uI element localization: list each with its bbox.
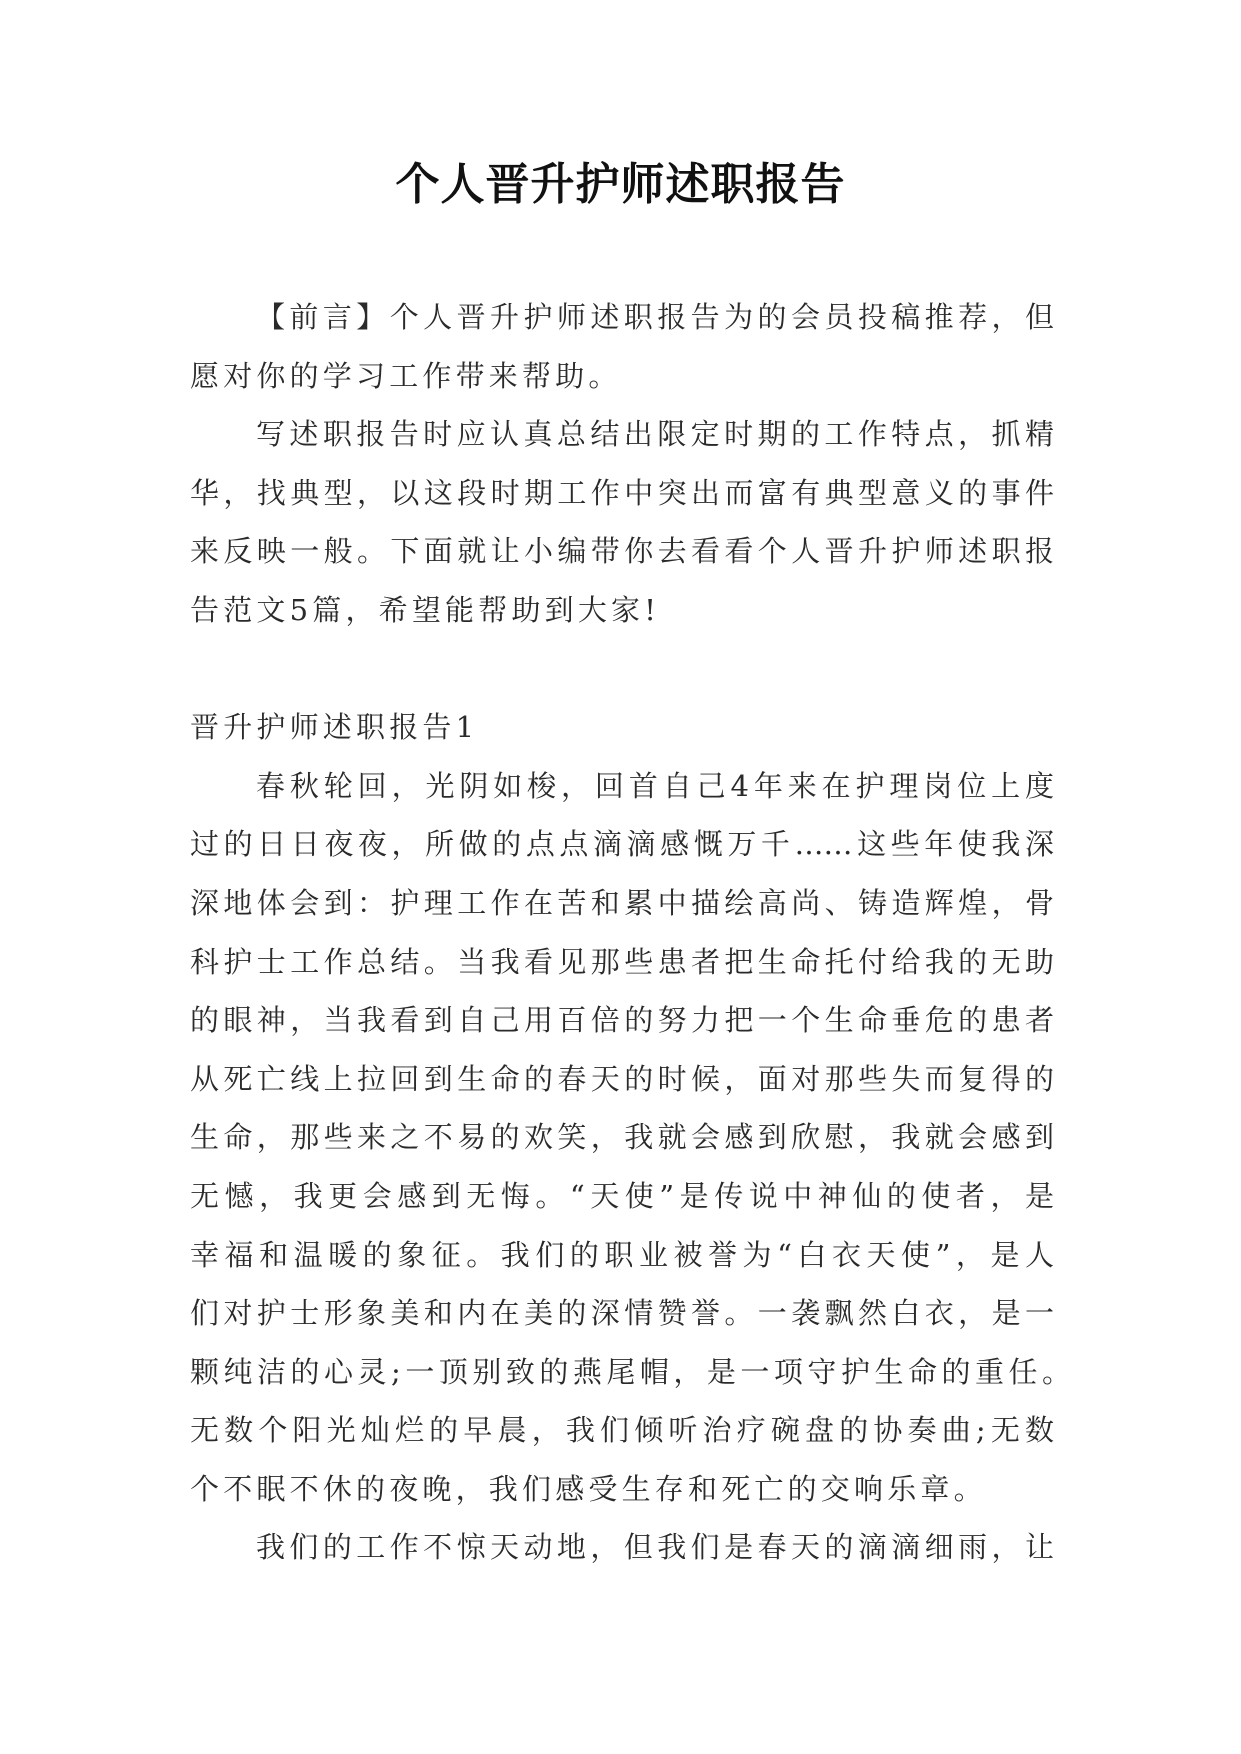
paragraph-line: 科护士工作总结。当我看见那些患者把生命托付给我的无助	[190, 944, 1054, 979]
paragraph-line: 春秋轮回，光阴如梭，回首自己4年来在护理岗位上度	[256, 768, 1054, 803]
paragraph-line: 生命，那些来之不易的欢笑，我就会感到欣慰，我就会感到	[190, 1120, 1054, 1155]
paragraph-line: 无憾，我更会感到无悔。“天使”是传说中神仙的使者，是	[190, 1178, 1054, 1213]
paragraph-line: 从死亡线上拉回到生命的春天的时候，面对那些失而复得的	[190, 1061, 1054, 1096]
paragraph-line: 颗纯洁的心灵;一顶别致的燕尾帽，是一项守护生命的重任。	[190, 1354, 1071, 1389]
paragraph-line: 【前言】个人晋升护师述职报告为的会员投稿推荐，但	[256, 300, 1054, 334]
paragraph-line: 愿对你的学习工作带来帮助。	[190, 358, 622, 393]
paragraph-line: 幸福和温暖的象征。我们的职业被誉为“白衣天使”，是人	[190, 1237, 1054, 1272]
paragraph-line: 深地体会到：护理工作在苦和累中描绘高尚、铸造辉煌，骨	[190, 885, 1054, 920]
paragraph-line: 过的日日夜夜，所做的点点滴滴感慨万千……这些年使我深	[190, 827, 1054, 862]
paragraph-line: 写述职报告时应认真总结出限定时期的工作特点，抓精	[256, 417, 1054, 452]
paragraph-spacer	[190, 640, 1080, 699]
paragraph-line: 华，找典型，以这段时期工作中突出而富有典型意义的事件	[190, 475, 1054, 510]
paragraph-line: 告范文5篇，希望能帮助到大家!	[190, 592, 661, 627]
section-heading: 晋升护师述职报告1	[190, 710, 479, 745]
document-body	[190, 288, 1080, 1577]
document-title: 个人晋升护师述职报告	[395, 159, 846, 210]
paragraph-line: 们对护士形象美和内在美的深情赞誉。一袭飘然白衣，是一	[190, 1296, 1054, 1331]
paragraph-line: 无数个阳光灿烂的早晨，我们倾听治疗碗盘的协奏曲;无数	[190, 1413, 1054, 1448]
paragraph-line: 我们的工作不惊天动地，但我们是春天的滴滴细雨，让	[256, 1530, 1054, 1565]
paragraph-line: 的眼神，当我看到自己用百倍的努力把一个生命垂危的患者	[190, 1003, 1054, 1038]
paragraph-line: 来反映一般。下面就让小编带你去看看个人晋升护师述职报	[190, 534, 1054, 569]
paragraph-line: 个不眠不休的夜晚，我们感受生存和死亡的交响乐章。	[190, 1471, 987, 1506]
